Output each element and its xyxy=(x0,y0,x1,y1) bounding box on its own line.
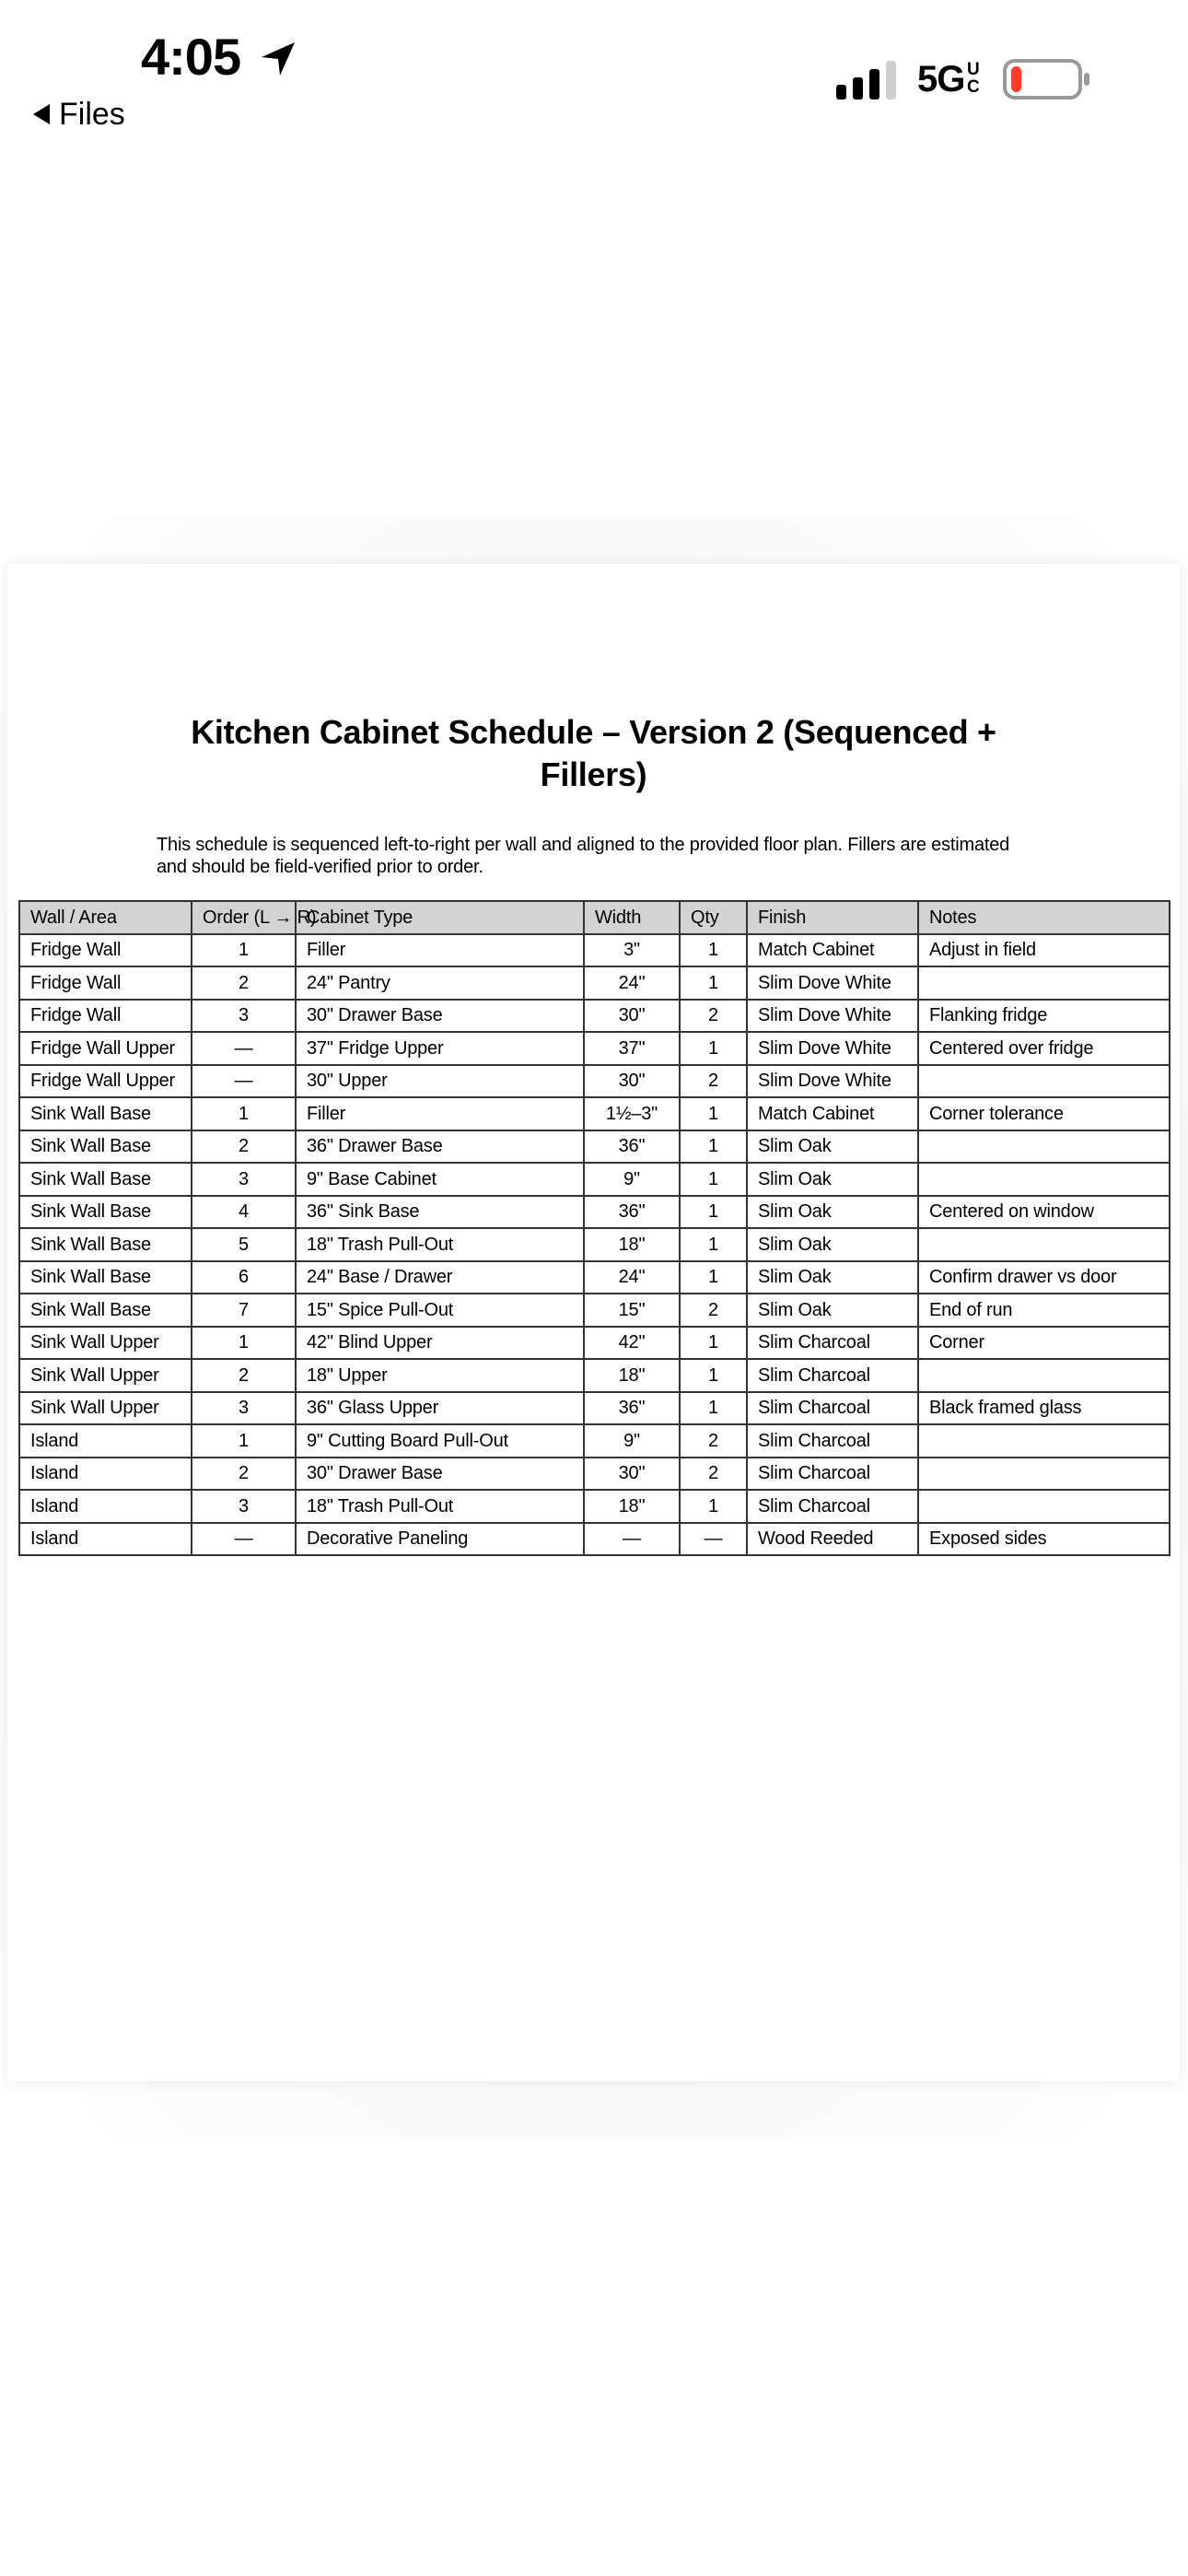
cell-finish: Slim Charcoal xyxy=(747,1392,918,1425)
cell-wall-area: Island xyxy=(19,1424,192,1458)
network-type: 5G xyxy=(917,59,965,100)
cell-wall-area: Island xyxy=(19,1490,192,1523)
cell-order: 3 xyxy=(192,1490,296,1523)
cell-cabinet-type: 36" Drawer Base xyxy=(296,1130,584,1164)
cell-width: 9" xyxy=(584,1163,680,1196)
cell-wall-area: Sink Wall Upper xyxy=(19,1327,192,1360)
cell-order: 2 xyxy=(192,966,296,1000)
cell-qty: 2 xyxy=(680,1458,747,1491)
cell-notes xyxy=(918,1424,1170,1458)
cell-width: 36" xyxy=(584,1392,680,1425)
cell-cabinet-type: 9" Base Cabinet xyxy=(296,1163,584,1196)
cell-cabinet-type: 42" Blind Upper xyxy=(296,1327,584,1360)
cell-width: 18" xyxy=(584,1490,680,1523)
table-row xyxy=(19,1130,1170,1164)
cell-finish: Slim Oak xyxy=(747,1228,918,1261)
cell-notes: Confirm drawer vs door xyxy=(918,1261,1170,1294)
cell-order: 3 xyxy=(192,1000,296,1033)
cell-cabinet-type: 30" Drawer Base xyxy=(296,1000,584,1033)
network-type-suffix xyxy=(965,61,980,96)
cell-cabinet-type: 18" Trash Pull-Out xyxy=(296,1228,584,1261)
cell-qty: 2 xyxy=(680,1065,747,1098)
cell-qty: 1 xyxy=(680,1327,747,1360)
back-label: Files xyxy=(59,97,125,132)
col-header-qty: Qty xyxy=(680,901,747,934)
cell-wall-area: Sink Wall Upper xyxy=(19,1392,192,1425)
cell-finish: Slim Oak xyxy=(747,1163,918,1196)
table-row xyxy=(19,1065,1170,1098)
col-header-cabinet-type: Cabinet Type xyxy=(296,901,584,934)
cell-width: 24" xyxy=(584,966,680,1000)
cell-qty: 1 xyxy=(680,1130,747,1164)
cell-qty: 1 xyxy=(680,1490,747,1523)
back-triangle-icon xyxy=(33,104,50,124)
cell-order: 1 xyxy=(192,934,296,967)
cell-finish: Wood Reeded xyxy=(747,1523,918,1556)
cell-finish: Slim Charcoal xyxy=(747,1327,918,1360)
cell-cabinet-type: 37" Fridge Upper xyxy=(296,1032,584,1065)
cell-cabinet-type: 18" Trash Pull-Out xyxy=(296,1490,584,1523)
cell-cabinet-type: 36" Sink Base xyxy=(296,1196,584,1229)
cell-qty: 1 xyxy=(680,934,747,967)
cell-notes xyxy=(918,1163,1170,1196)
cell-wall-area: Fridge Wall Upper xyxy=(19,1065,192,1098)
cell-wall-area: Fridge Wall xyxy=(19,934,192,967)
cell-width: 15" xyxy=(584,1294,680,1327)
cell-cabinet-type: 30" Drawer Base xyxy=(296,1458,584,1491)
cell-width: 30" xyxy=(584,1458,680,1491)
table-row xyxy=(19,1163,1170,1196)
cell-wall-area: Sink Wall Base xyxy=(19,1130,192,1164)
status-time: 4:05 xyxy=(141,28,241,86)
cell-width: 36" xyxy=(584,1130,680,1164)
cell-wall-area: Sink Wall Base xyxy=(19,1097,192,1130)
cell-width: — xyxy=(584,1523,680,1556)
cell-cabinet-type: Filler xyxy=(296,934,584,967)
cell-finish: Slim Oak xyxy=(747,1261,918,1294)
cell-notes xyxy=(918,1458,1170,1491)
cell-cabinet-type: 9" Cutting Board Pull-Out xyxy=(296,1424,584,1458)
cell-finish: Slim Charcoal xyxy=(747,1424,918,1458)
cell-qty: 1 xyxy=(680,1097,747,1130)
cell-order: 4 xyxy=(192,1196,296,1229)
table-row xyxy=(19,1261,1170,1294)
location-arrow-icon xyxy=(258,39,298,79)
cell-wall-area: Fridge Wall xyxy=(19,966,192,1000)
cell-wall-area: Sink Wall Base xyxy=(19,1196,192,1229)
cell-notes: Black framed glass xyxy=(918,1392,1170,1425)
cell-order: 3 xyxy=(192,1392,296,1425)
cell-order: 1 xyxy=(192,1424,296,1458)
cell-finish: Slim Oak xyxy=(747,1196,918,1229)
cell-order: 6 xyxy=(192,1261,296,1294)
cell-qty: 2 xyxy=(680,1424,747,1458)
cell-finish: Slim Dove White xyxy=(747,966,918,1000)
cell-cabinet-type: 18" Upper xyxy=(296,1359,584,1392)
cell-finish: Slim Oak xyxy=(747,1130,918,1164)
cell-width: 3" xyxy=(584,934,680,967)
cell-notes: Flanking fridge xyxy=(918,1000,1170,1033)
cell-finish: Slim Dove White xyxy=(747,1032,918,1065)
cell-qty: 2 xyxy=(680,1294,747,1327)
col-header-wall-area: Wall / Area xyxy=(19,901,192,934)
table-row xyxy=(19,1424,1170,1458)
cell-width: 24" xyxy=(584,1261,680,1294)
cell-wall-area: Fridge Wall Upper xyxy=(19,1032,192,1065)
cell-finish: Match Cabinet xyxy=(747,934,918,967)
cell-notes: Adjust in field xyxy=(918,934,1170,967)
cell-width: 1½–3" xyxy=(584,1097,680,1130)
table-row xyxy=(19,1228,1170,1261)
cell-qty: 1 xyxy=(680,1196,747,1229)
document-page xyxy=(7,564,1180,2081)
table-row xyxy=(19,1523,1170,1556)
cellular-signal-icon xyxy=(836,61,901,100)
table-row xyxy=(19,1327,1170,1360)
cell-notes: Centered over fridge xyxy=(918,1032,1170,1065)
cell-wall-area: Sink Wall Upper xyxy=(19,1359,192,1392)
table-row xyxy=(19,1392,1170,1425)
table-header-row xyxy=(19,901,1170,934)
cell-wall-area: Island xyxy=(19,1523,192,1556)
network-suffix-text: UC xyxy=(967,60,980,97)
cell-width: 37" xyxy=(584,1032,680,1065)
cell-finish: Slim Charcoal xyxy=(747,1359,918,1392)
cell-cabinet-type: 24" Base / Drawer xyxy=(296,1261,584,1294)
cell-notes: Centered on window xyxy=(918,1196,1170,1229)
cell-qty: — xyxy=(680,1523,747,1556)
cell-wall-area: Sink Wall Base xyxy=(19,1228,192,1261)
back-to-files-button[interactable] xyxy=(33,94,125,135)
cell-order: 2 xyxy=(192,1359,296,1392)
cell-notes xyxy=(918,1228,1170,1261)
cell-cabinet-type: 30" Upper xyxy=(296,1065,584,1098)
table-row xyxy=(19,1097,1170,1130)
cell-width: 36" xyxy=(584,1196,680,1229)
cell-order: 7 xyxy=(192,1294,296,1327)
col-header-order xyxy=(192,901,317,934)
cell-wall-area: Island xyxy=(19,1458,192,1491)
table-row xyxy=(19,1490,1170,1523)
cabinet-schedule-table xyxy=(18,900,1171,1556)
cell-notes xyxy=(918,1490,1170,1523)
cell-cabinet-type: Decorative Paneling xyxy=(296,1523,584,1556)
table-row xyxy=(19,966,1170,1000)
cell-qty: 2 xyxy=(680,1000,747,1033)
cell-cabinet-type: Filler xyxy=(296,1097,584,1130)
cell-finish: Slim Oak xyxy=(747,1294,918,1327)
table-row xyxy=(19,934,1170,967)
table-row xyxy=(19,1458,1170,1491)
table-row xyxy=(19,1294,1170,1327)
cell-qty: 1 xyxy=(680,966,747,1000)
cell-cabinet-type: 24" Pantry xyxy=(296,966,584,1000)
cell-qty: 1 xyxy=(680,1032,747,1065)
cell-wall-area: Sink Wall Base xyxy=(19,1261,192,1294)
cell-order: 5 xyxy=(192,1228,296,1261)
cell-order: — xyxy=(192,1523,296,1556)
cell-width: 42" xyxy=(584,1327,680,1360)
cell-wall-area: Sink Wall Base xyxy=(19,1163,192,1196)
cell-finish: Slim Charcoal xyxy=(747,1490,918,1523)
cell-qty: 1 xyxy=(680,1392,747,1425)
cell-notes xyxy=(918,1359,1170,1392)
cell-notes xyxy=(918,966,1170,1000)
cell-finish: Match Cabinet xyxy=(747,1097,918,1130)
cell-finish: Slim Charcoal xyxy=(747,1458,918,1491)
battery-low-icon xyxy=(1003,59,1091,100)
cell-order: 1 xyxy=(192,1097,296,1130)
document-intro: This schedule is sequenced left-to-right per wall and aligned to the provided floor plan. Fillers are estimated and should be field-verified prior to order. xyxy=(157,835,1010,877)
cell-cabinet-type: 36" Glass Upper xyxy=(296,1392,584,1425)
cell-notes xyxy=(918,1130,1170,1164)
cell-wall-area: Sink Wall Base xyxy=(19,1294,192,1327)
table-row xyxy=(19,1032,1170,1065)
table-row xyxy=(19,1196,1170,1229)
cell-qty: 1 xyxy=(680,1261,747,1294)
table-row xyxy=(19,1000,1170,1033)
cell-qty: 1 xyxy=(680,1228,747,1261)
col-header-finish: Finish xyxy=(747,901,918,934)
table-row xyxy=(19,1359,1170,1392)
col-header-notes: Notes xyxy=(918,901,1170,934)
cell-order: — xyxy=(192,1065,296,1098)
cell-finish: Slim Dove White xyxy=(747,1000,918,1033)
cell-wall-area: Fridge Wall xyxy=(19,1000,192,1033)
document-title: Kitchen Cabinet Schedule – Version 2 (Sequenced + Fillers) xyxy=(191,713,996,793)
cell-notes: Exposed sides xyxy=(918,1523,1170,1556)
cell-notes: End of run xyxy=(918,1294,1170,1327)
cell-order: 2 xyxy=(192,1458,296,1491)
cell-qty: 1 xyxy=(680,1359,747,1392)
col-header-width: Width xyxy=(584,901,680,934)
cell-width: 30" xyxy=(584,1065,680,1098)
cell-notes: Corner tolerance xyxy=(918,1097,1170,1130)
cell-width: 9" xyxy=(584,1424,680,1458)
cell-finish: Slim Dove White xyxy=(747,1065,918,1098)
cell-notes xyxy=(918,1065,1170,1098)
cell-notes: Corner xyxy=(918,1327,1170,1360)
cell-order: — xyxy=(192,1032,296,1065)
cell-order: 1 xyxy=(192,1327,296,1360)
cell-width: 30" xyxy=(584,1000,680,1033)
cell-width: 18" xyxy=(584,1228,680,1261)
cell-order: 3 xyxy=(192,1163,296,1196)
cell-order: 2 xyxy=(192,1130,296,1164)
col-header-order-text: Order (L → R) xyxy=(203,907,317,928)
cell-cabinet-type: 15" Spice Pull-Out xyxy=(296,1294,584,1327)
cell-width: 18" xyxy=(584,1359,680,1392)
cell-qty: 1 xyxy=(680,1163,747,1196)
